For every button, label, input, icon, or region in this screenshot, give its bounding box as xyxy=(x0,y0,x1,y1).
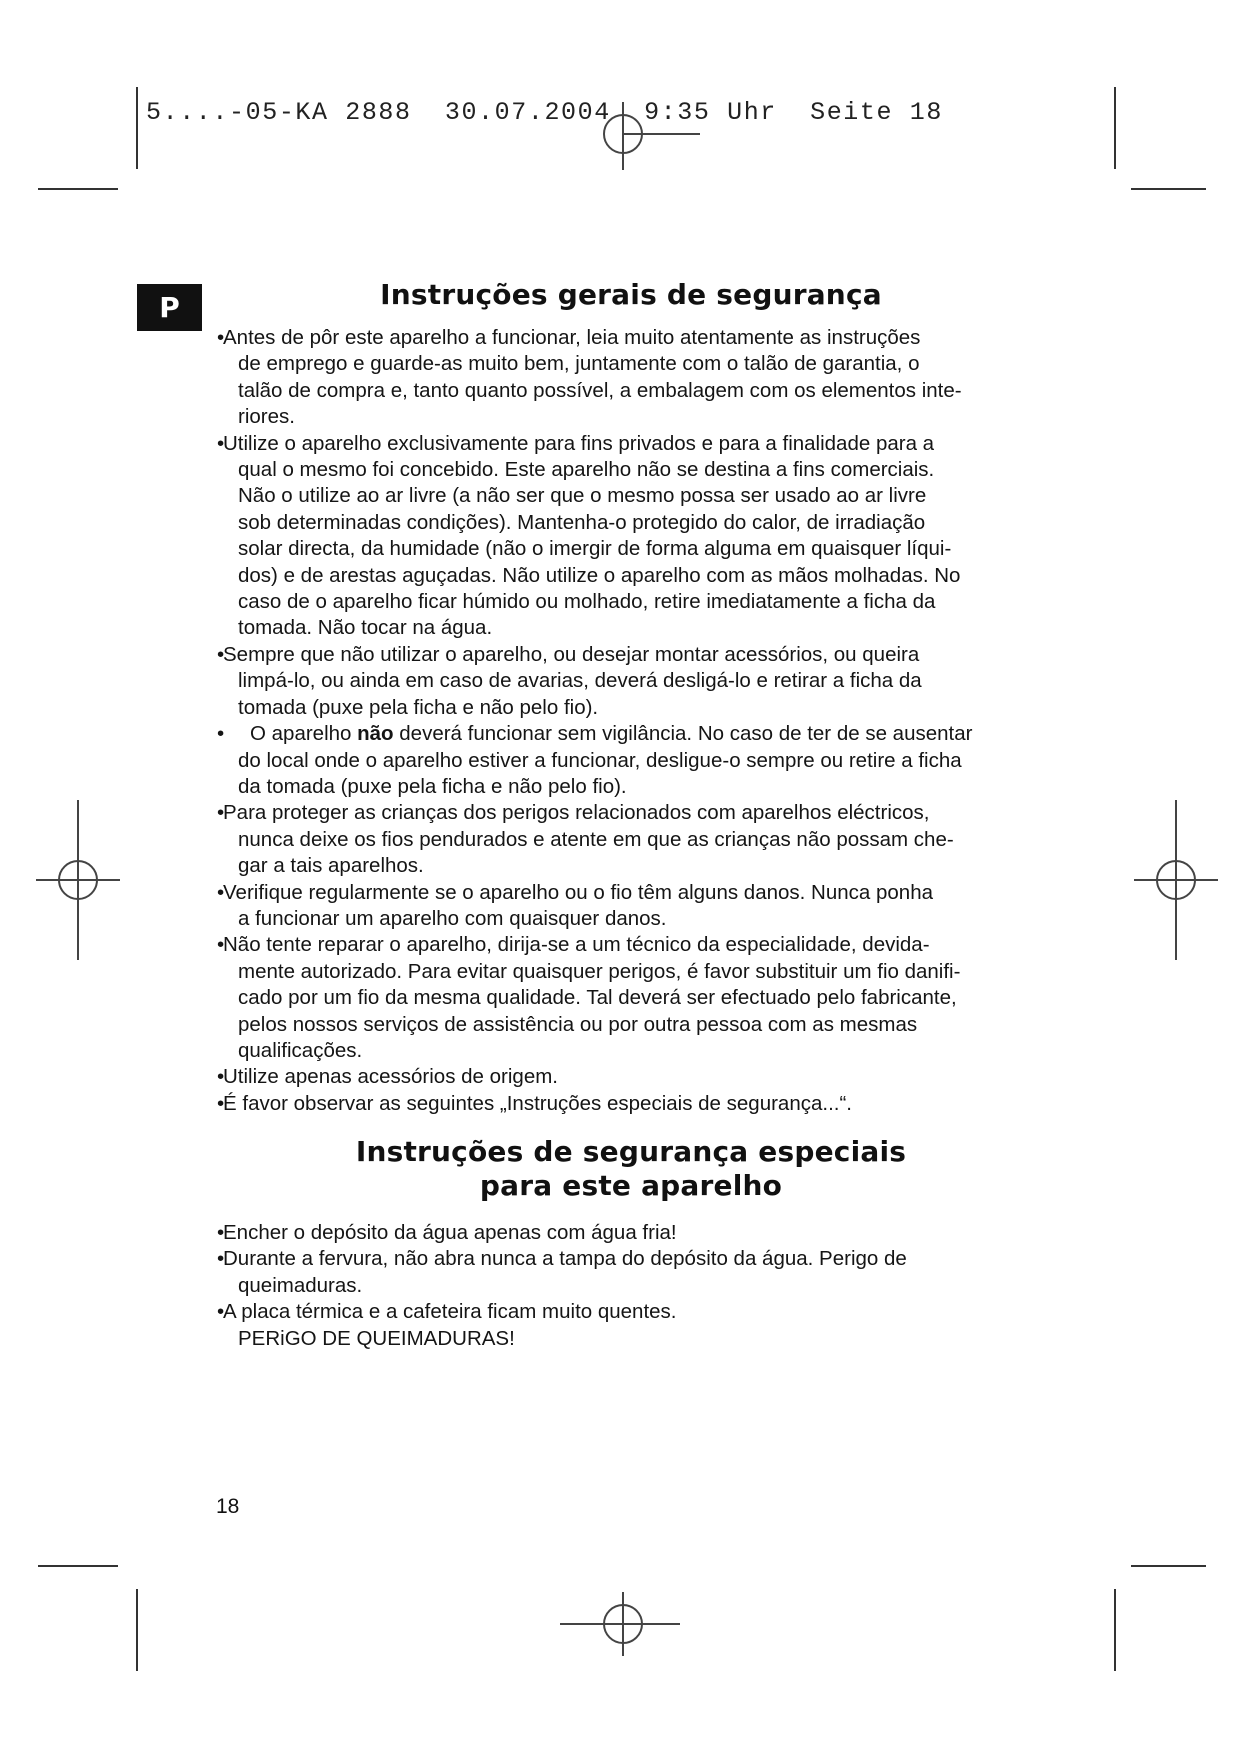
list-item xyxy=(200,880,1080,933)
text-line: Encher o depósito da água apenas com água fria! xyxy=(223,1221,677,1244)
list-item xyxy=(200,1246,1080,1299)
text-line: caso de o aparelho ficar húmido ou molhado, retire imediatamente a ficha da xyxy=(238,590,936,614)
list-item xyxy=(200,800,1080,879)
list-item xyxy=(200,1299,1080,1352)
text-line: Antes de pôr este aparelho a funcionar, leia muito atentamente as instruções xyxy=(223,326,921,349)
text-line: gar a tais aparelhos. xyxy=(238,854,424,878)
text-line: queimaduras. xyxy=(238,1273,363,1297)
list-item xyxy=(200,642,1080,721)
section-title-line: para este aparelho xyxy=(479,1169,783,1202)
text-line: É favor observar as seguintes „Instruções especiais de segurança...“. xyxy=(223,1091,852,1115)
bullet-icon: • xyxy=(217,431,225,455)
bullet-icon: • xyxy=(217,1221,225,1244)
text-line: do local onde o aparelho estiver a funcionar, desligue-o sempre ou retire a ficha xyxy=(238,748,962,772)
text-line: Utilize o aparelho exclusivamente para fins privados e para a finalidade para a xyxy=(223,431,935,455)
list-item xyxy=(200,1064,1080,1090)
list-item xyxy=(200,721,1080,800)
print-header: 5....-05-KA 2888 30.07.2004 9:35 Uhr Seite 18 xyxy=(146,98,943,127)
bullet-icon: • xyxy=(217,933,225,957)
text-line: nunca deixe os fios pendurados e atente em que as crianças não possam che- xyxy=(238,827,954,851)
text-line: cado por um fio da mesma qualidade. Tal deverá ser efectuado pelo fabricante, xyxy=(238,986,957,1010)
text-line: talão de compra e, tanto quanto possível, a embalagem com os elementos inte- xyxy=(238,378,962,402)
text-line: A placa térmica e a cafeteira ficam muito quentes. xyxy=(223,1300,677,1324)
text-line: Sempre que não utilizar o aparelho, ou desejar montar acessórios, ou queira xyxy=(223,642,920,666)
bullet-icon: • xyxy=(217,1247,225,1271)
text-line: a funcionar um aparelho com quaisquer danos. xyxy=(238,906,667,930)
text-line: Não o utilize ao ar livre (a não ser que o mesmo possa ser usado ao ar livre xyxy=(238,484,927,508)
section-title-line: Instruções de segurança especiais xyxy=(355,1135,907,1168)
page-number: 18 xyxy=(216,1495,240,1518)
text-line: de emprego e guarde-as muito bem, juntamente com o talão de garantia, o xyxy=(238,352,920,376)
text-line: Utilize apenas acessórios de origem. xyxy=(223,1065,558,1089)
text-line: limpá-lo, ou ainda em caso de avarias, deverá desligá-lo e retirar a ficha da xyxy=(238,669,922,693)
bullet-icon: • xyxy=(217,1300,225,1324)
section-title: Instruções gerais de segurança xyxy=(380,278,882,311)
registration-mark-icon xyxy=(1134,800,1218,960)
bullet-icon: • xyxy=(217,326,225,349)
text-line: Não tente reparar o aparelho, dirija-se a um técnico da especialidade, devida- xyxy=(223,933,930,957)
list-item xyxy=(200,325,1080,431)
bullet-icon: • xyxy=(217,1091,225,1115)
list-item xyxy=(200,431,1080,642)
bullet-icon: • xyxy=(217,722,225,746)
list-item xyxy=(200,1091,1080,1117)
general-safety-list xyxy=(200,325,1080,1117)
text-line: sob determinadas condições). Mantenha-o protegido do calor, de irradiação xyxy=(238,510,926,534)
special-safety-list xyxy=(200,1220,1080,1352)
text-line: dos) e de arestas aguçadas. Não utilize o aparelho com as mãos molhadas. No xyxy=(238,563,961,587)
text-line: Verifique regularmente se o aparelho ou o fio têm alguns danos. Nunca ponha xyxy=(223,880,934,904)
section-title xyxy=(200,1135,1062,1203)
registration-mark-icon xyxy=(36,800,120,960)
text-line: qual o mesmo foi concebido. Este aparelho não se destina a fins comerciais. xyxy=(238,458,935,482)
text-line: O aparelho não deverá funcionar sem vigilância. No caso de ter de se ausentar xyxy=(250,722,973,746)
text-line: mente autorizado. Para evitar quaisquer perigos, é favor substituir um fio danifi- xyxy=(238,959,961,983)
text-line: tomada (puxe pela ficha e não pelo fio). xyxy=(238,695,599,719)
text-line: qualificações. xyxy=(238,1038,363,1062)
bullet-icon: • xyxy=(217,1065,225,1089)
text-line: riores. xyxy=(238,405,295,429)
text-line: tomada. Não tocar na água. xyxy=(238,616,493,640)
language-tab: P xyxy=(137,284,202,331)
list-item xyxy=(200,1220,1080,1246)
bullet-icon: • xyxy=(217,880,225,904)
registration-mark-icon xyxy=(560,1592,680,1656)
text-line: PERiGO DE QUEIMADURAS! xyxy=(238,1326,515,1350)
text-line: solar directa, da humidade (não o imergir de forma alguma em quaisquer líqui- xyxy=(238,537,952,561)
text-line: da tomada (puxe pela ficha e não pelo fio). xyxy=(238,774,627,798)
text-line: Para proteger as crianças dos perigos relacionados com aparelhos eléctricos, xyxy=(223,801,930,825)
text-line: Durante a fervura, não abra nunca a tampa do depósito da água. Perigo de xyxy=(223,1247,907,1271)
bullet-icon: • xyxy=(217,801,225,825)
text-line: pelos nossos serviços de assistência ou por outra pessoa com as mesmas xyxy=(238,1012,918,1036)
bullet-icon: • xyxy=(217,642,225,666)
list-item xyxy=(200,932,1080,1064)
